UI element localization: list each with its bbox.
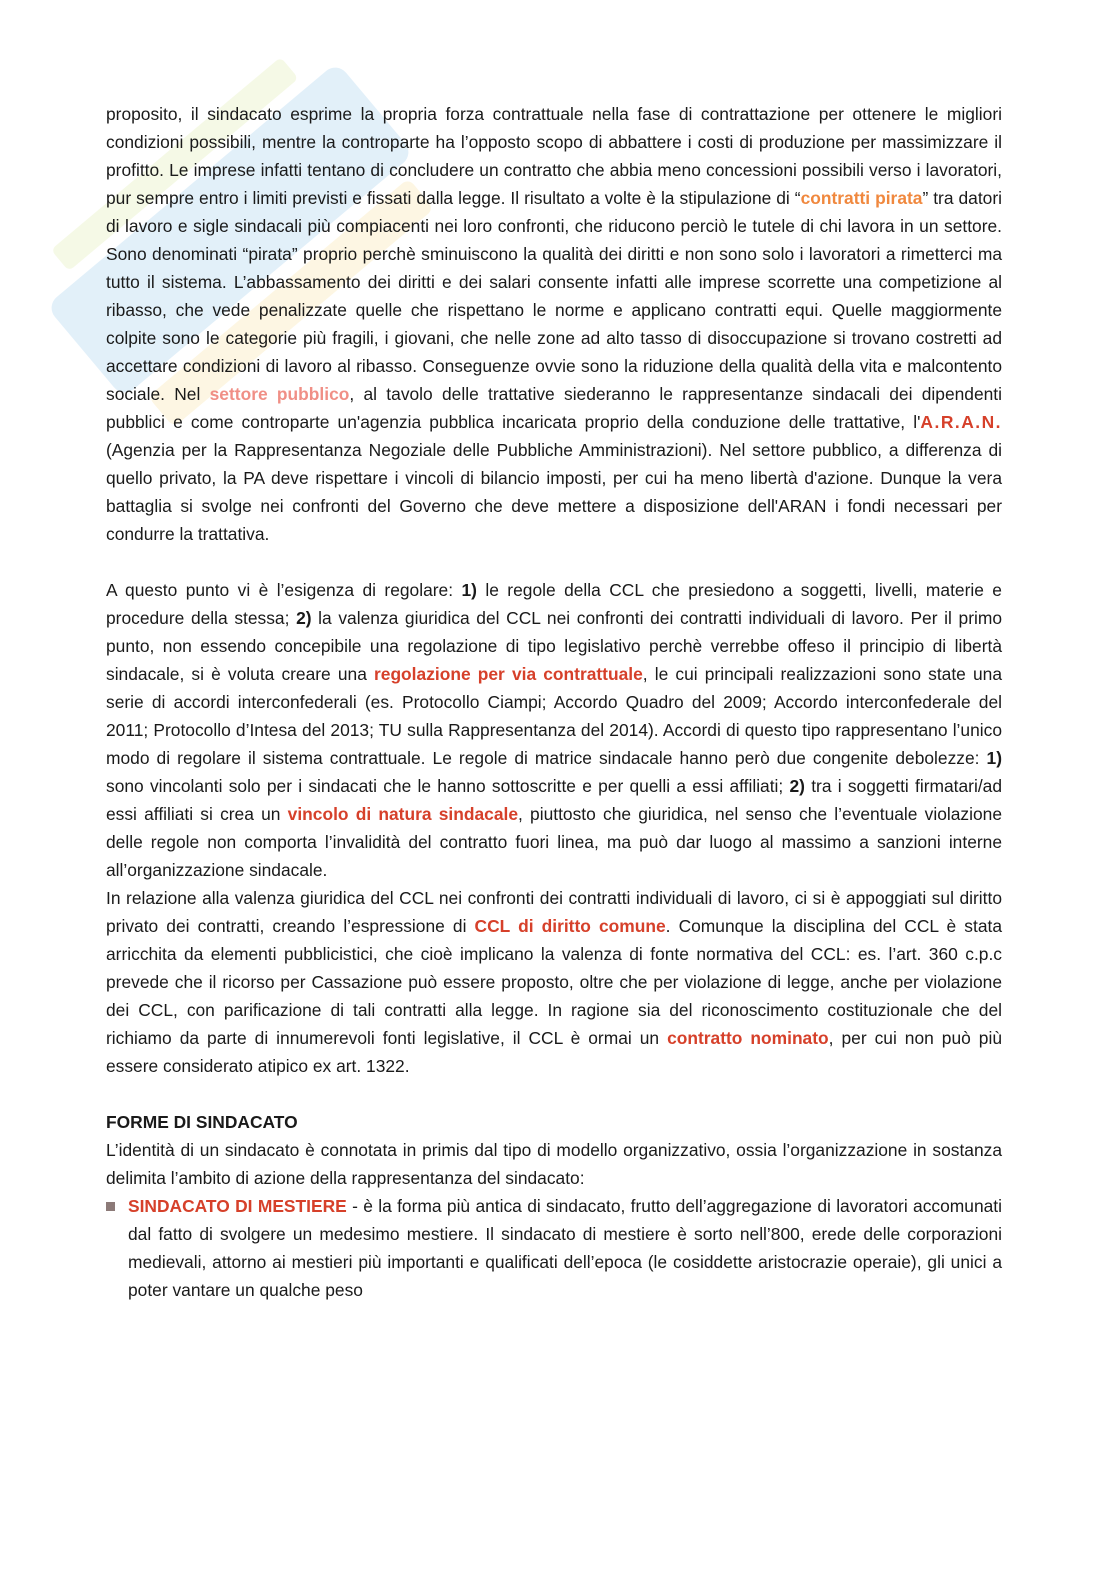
paragraph-regolazione	[106, 576, 1002, 884]
highlighted-term: 1)	[986, 748, 1002, 768]
text-run: , per cui non può più essere considerato atipico ex art. 1322.	[106, 1028, 1003, 1076]
text-run: , al tavolo delle trattative siederanno le rappresentanze sindacali dei dipendenti pubblici e come controparte un'agenzia pubblica incaricata proprio della conduzione delle trattative, l'	[106, 384, 1002, 432]
square-bullet-icon	[106, 1202, 115, 1211]
list-item-sindacato-di-mestiere	[106, 1192, 1002, 1304]
document-body	[106, 100, 1002, 1304]
text-run: , piuttosto che giuridica, nel senso che l’eventuale violazione delle regole non comporta l’invalidità del contratto fuori linea, ma può dar luogo al massimo a sanzioni interne all’organizzazione sindacale.	[106, 804, 1002, 880]
text-run: A questo punto vi è l’esigenza di regolare:	[106, 580, 462, 600]
highlighted-term: settore pubblico	[209, 384, 350, 404]
paragraph-valenza-giuridica	[106, 884, 1002, 1080]
highlighted-term: contratti pirata	[800, 188, 923, 208]
text-run: la valenza giuridica del CCL nei confronti dei contratti individuali di lavoro. Per il primo punto, non essendo concepibile una regolazione di tipo legislativo perchè verrebbe offeso il principio di libertà sindacale, si è voluta creare una	[106, 608, 1003, 684]
highlighted-term: 2)	[296, 608, 312, 628]
highlighted-term: regolazione per via contrattuale	[374, 664, 643, 684]
list-item-text	[128, 1196, 1002, 1300]
highlighted-term: contratto nominato	[667, 1028, 829, 1048]
highlighted-term: vincolo di natura sindacale	[287, 804, 519, 824]
highlighted-term: SINDACATO DI MESTIERE	[128, 1196, 347, 1216]
text-run: In relazione alla valenza giuridica del CCL nei confronti dei contratti individuali di lavoro, ci si è appoggiati sul diritto privato dei contratti, creando l’espressione di	[106, 888, 1002, 936]
text-run: proposito, il sindacato esprime la propria forza contrattuale nella fase di contrattazione per ottenere le migliori condizioni possibili, mentre la controparte ha l’opposto scopo di abbattere i costi di produzione per massimizzare il profitto. Le imprese infatti tentano di concludere un contratto che abbia meno concessioni possibili verso i lavoratori, pur sempre entro i limiti previsti e fissati dalla legge. Il risultato a volte è la stipulazione di “	[106, 104, 1002, 208]
text-run: (Agenzia per la Rappresentanza Negoziale delle Pubbliche Amministrazioni). Nel settore pubblico, a differenza di quello privato, la PA deve rispettare i vincoli di bilancio imposti, per cui ha meno libertà d'azione. Dunque la vera battaglia si svolge nei confronti del Governo che deve mettere a disposizione dell'ARAN i fondi necessari per condurre la trattativa.	[106, 440, 1002, 544]
highlighted-term: 2)	[789, 776, 805, 796]
text-run: ” tra datori di lavoro e sigle sindacali più compiacenti nei loro confronti, che riducono perciò le tutele di chi lavora in un settore. Sono denominati “pirata” proprio perchè sminuiscono la qualità dei diritti e non sono solo i lavoratori a rimetterci ma tutto il sistema. L’abbassamento dei diritti e dei salari consente infatti alle imprese scorrette una competizione al ribasso, che vede penalizzate quelle che rispettano le norme e applicano contratti equi. Quelle maggiormente colpite sono le categorie più fragili, i giovani, che nelle zone ad alto tasso di disoccupazione si trovano costretti ad accettare condizioni di lavoro al ribasso. Conseguenze ovvie sono la riduzione della qualità della vita e malcontento sociale. Nel	[106, 188, 1002, 404]
text-run: , le cui principali realizzazioni sono state una serie di accordi interconfederali (es. Protocollo Ciampi; Accordo Quadro del 2009; Accordo interconfederale del 2011; Protocollo d’Intesa del 2013; TU sulla Rappresentanza del 2014). Accordi di questo tipo rappresentano l’unico modo di regolare il sistema contrattuale. Le regole di matrice sindacale hanno però due congenite debolezze:	[106, 664, 1002, 768]
text-run: tra i soggetti firmatari/ad essi affiliati si crea un	[106, 776, 1002, 824]
forme-list	[106, 1192, 1002, 1304]
section-heading-forme-di-sindacato: FORME DI SINDACATO	[106, 1112, 298, 1132]
paragraph-identita-sindacato	[106, 1136, 1002, 1192]
text-run: le regole della CCL che presiedono a soggetti, livelli, materie e procedure della stessa;	[106, 580, 1002, 628]
highlighted-term: 1)	[461, 580, 477, 600]
text-run: L’identità di un sindacato è connotata in primis dal tipo di modello organizzativo, ossia l’organizzazione in sostanza delimita l’ambito di azione della rappresentanza del sindacato:	[106, 1140, 1002, 1188]
text-run: sono vincolanti solo per i sindacati che le hanno sottoscritte e per quelli a essi affiliati;	[106, 776, 790, 796]
text-run: - è la forma più antica di sindacato, frutto dell’aggregazione di lavoratori accomunati dal fatto di svolgere un medesimo mestiere. Il sindacato di mestiere è sorto nell’800, erede delle corporazioni medievali, attorno ai mestieri più importanti e qualificati dell’epoca (le cosiddette aristocrazie operaie), gli unici a poter vantare un qualche peso	[128, 1196, 1002, 1300]
paragraph-contratti-pirata	[106, 100, 1002, 548]
highlighted-term: CCL di diritto comune	[474, 916, 666, 936]
text-run: . Comunque la disciplina del CCL è stata arricchita da elementi pubblicistici, che cioè implicano la valenza di fonte normativa del CCL: es. l’art. 360 c.p.c prevede che il ricorso per Cassazione può essere proposto, oltre che per violazione di legge, anche per violazione dei CCL, con parificazione di tali contratti alla legge. In ragione sia del riconoscimento costituzionale che del richiamo da parte di innumerevoli fonti legislative, il CCL è ormai un	[106, 916, 1003, 1048]
highlighted-term: A.R.A.N.	[920, 412, 1002, 432]
